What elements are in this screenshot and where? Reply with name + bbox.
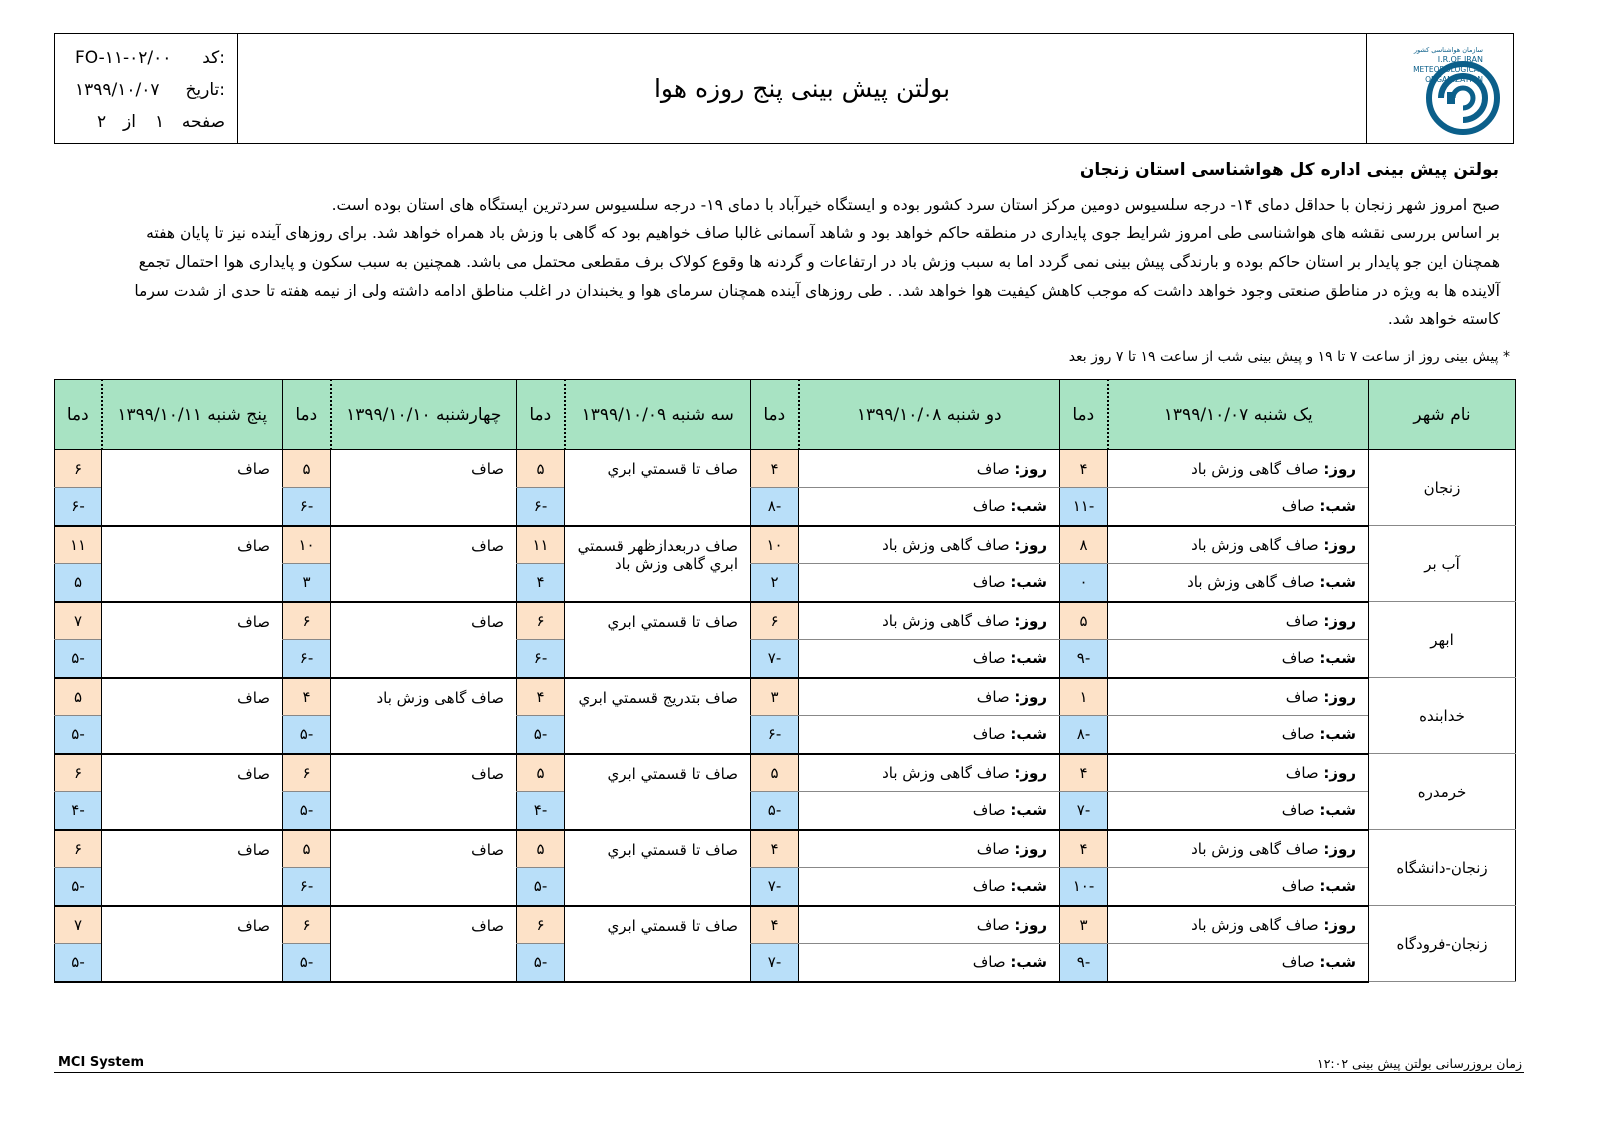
day4-forecast: صاف	[331, 906, 517, 982]
day2-day-text: صاف گاهی وزش باد	[882, 763, 1010, 782]
day4-high-temp: ۶	[283, 906, 331, 944]
day2-day-text: صاف گاهی وزش باد	[882, 611, 1010, 630]
day1-night-forecast	[1108, 868, 1369, 906]
day1-day-forecast	[1108, 830, 1369, 868]
temp-header-1: دما	[1060, 380, 1108, 450]
day1-low-temp: -۹	[1060, 640, 1108, 678]
temp-header-5: دما	[55, 380, 102, 450]
day1-day-forecast	[1108, 678, 1369, 716]
day-label: روز:	[1014, 687, 1047, 706]
day3-high-temp: ۴	[517, 678, 565, 716]
day2-low-temp: -۵	[751, 792, 799, 830]
day4-forecast: صاف	[331, 526, 517, 602]
page-label: صفحه	[181, 112, 225, 132]
day2-day-text: صاف	[976, 459, 1010, 478]
day-header-1: یک شنبه ۱۳۹۹/۱۰/۰۷	[1108, 380, 1369, 450]
day5-forecast: صاف	[102, 830, 283, 906]
day5-high-temp: ۶	[55, 754, 102, 792]
day4-high-temp: ۴	[283, 678, 331, 716]
day3-high-temp: ۶	[517, 602, 565, 640]
logo-spiral-icon	[1379, 42, 1503, 136]
day2-night-forecast	[799, 716, 1060, 754]
day1-day-text: صاف گاهی وزش باد	[1191, 535, 1319, 554]
day-label: روز:	[1323, 839, 1356, 858]
forecast-table	[54, 379, 1516, 983]
city-day-row	[55, 450, 1516, 488]
day1-low-temp: -۷	[1060, 792, 1108, 830]
day-label: روز:	[1014, 763, 1047, 782]
page-number: ۱	[155, 112, 165, 132]
day2-night-text: صاف	[972, 877, 1006, 896]
day2-low-temp: -۷	[751, 944, 799, 982]
page-title: بولتن پیش بینی پنج روزه هوا	[653, 74, 951, 103]
day5-low-temp: -۵	[55, 716, 102, 754]
day5-high-temp: ۱۱	[55, 526, 102, 564]
night-label: شب:	[1010, 497, 1047, 516]
day1-day-forecast	[1108, 754, 1369, 792]
city-day-row	[55, 830, 1516, 868]
bulletin-header	[54, 33, 1514, 144]
day3-forecast: صاف تا قسمتي ابري	[565, 450, 751, 526]
day2-day-forecast	[799, 754, 1060, 792]
day5-forecast: صاف	[102, 906, 283, 982]
day2-low-temp: -۷	[751, 640, 799, 678]
day-header-2: دو شنبه ۱۳۹۹/۱۰/۰۸	[799, 380, 1060, 450]
code-row	[55, 48, 225, 78]
day2-night-text: صاف	[972, 649, 1006, 668]
temp-header-2: دما	[751, 380, 799, 450]
intro-line-5: کاسته خواهد شد.	[1387, 310, 1500, 328]
day1-high-temp: ۳	[1060, 906, 1108, 944]
day5-forecast: صاف	[102, 526, 283, 602]
day2-low-temp: -۶	[751, 716, 799, 754]
day5-high-temp: ۵	[55, 678, 102, 716]
night-label: شب:	[1010, 801, 1047, 820]
day4-forecast: صاف	[331, 754, 517, 830]
day1-high-temp: ۴	[1060, 450, 1108, 488]
day2-day-forecast	[799, 830, 1060, 868]
day5-low-temp: -۶	[55, 488, 102, 526]
day3-low-temp: -۶	[517, 488, 565, 526]
day2-low-temp: -۸	[751, 488, 799, 526]
day1-low-temp: -۹	[1060, 944, 1108, 982]
day1-low-temp: -۸	[1060, 716, 1108, 754]
day4-low-temp: -۵	[283, 944, 331, 982]
page-row	[55, 112, 225, 142]
day2-day-forecast	[799, 906, 1060, 944]
day3-forecast: صاف تا قسمتي ابري	[565, 602, 751, 678]
day3-forecast: صاف تا قسمتي ابري	[565, 754, 751, 830]
night-label: شب:	[1010, 953, 1047, 972]
day4-low-temp: -۶	[283, 640, 331, 678]
city-name: زنجان	[1369, 450, 1516, 526]
day-header-4: چهارشنبه ۱۳۹۹/۱۰/۱۰	[331, 380, 517, 450]
day1-day-text: صاف	[1285, 611, 1319, 630]
night-label: شب:	[1010, 649, 1047, 668]
day1-day-forecast	[1108, 602, 1369, 640]
day5-high-temp: ۶	[55, 450, 102, 488]
day2-high-temp: ۴	[751, 450, 799, 488]
city-name: ابهر	[1369, 602, 1516, 678]
day-label: روز:	[1014, 611, 1047, 630]
day2-day-text: صاف	[976, 687, 1010, 706]
day2-day-text: صاف	[976, 915, 1010, 934]
city-day-row	[55, 754, 1516, 792]
logo-text-3: ORGANIZATION	[1425, 75, 1483, 84]
day5-low-temp: ۵	[55, 564, 102, 602]
city-day-row	[55, 678, 1516, 716]
day2-night-text: صاف	[972, 801, 1006, 820]
page-of: از	[123, 112, 136, 132]
day5-low-temp: -۵	[55, 868, 102, 906]
date-value: ۱۳۹۹/۱۰/۰۷	[75, 80, 160, 100]
temp-header-3: دما	[517, 380, 565, 450]
day3-forecast: صاف بتدريج قسمتي ابري	[565, 678, 751, 754]
day1-night-text: صاف	[1281, 725, 1315, 744]
day1-high-temp: ۴	[1060, 754, 1108, 792]
logo-text-1: I.R.OF IRAN	[1437, 55, 1483, 64]
day3-low-temp: ۴	[517, 564, 565, 602]
day1-night-text: صاف	[1281, 877, 1315, 896]
night-label: شب:	[1319, 953, 1356, 972]
day1-night-text: صاف	[1281, 953, 1315, 972]
day1-low-temp: ۰	[1060, 564, 1108, 602]
day1-low-temp: -۱۰	[1060, 868, 1108, 906]
day2-day-forecast	[799, 526, 1060, 564]
day1-night-forecast	[1108, 488, 1369, 526]
night-label: شب:	[1010, 877, 1047, 896]
table-header-row	[55, 380, 1516, 450]
day4-high-temp: ۶	[283, 602, 331, 640]
day5-forecast: صاف	[102, 678, 283, 754]
day5-high-temp: ۷	[55, 906, 102, 944]
intro-line-3: همچنان این جو پایدار بر استان حاکم بوده و بارندگی پیش بینی نمی گردد اما به سبب وزش باد در ارتفاعات و گردنه ها وقوع کولاک برف مقطعی محتمل می باشد. همچنین به سبب سکون و پایداری هوا احتمال تجمع	[138, 253, 1500, 271]
day3-low-temp: -۴	[517, 792, 565, 830]
day3-forecast: صاف تا قسمتي ابري	[565, 830, 751, 906]
day3-high-temp: ۵	[517, 830, 565, 868]
day2-day-forecast	[799, 678, 1060, 716]
day3-high-temp: ۱۱	[517, 526, 565, 564]
date-label: تاریخ:	[185, 80, 225, 100]
intro-line-1: صبح امروز شهر زنجان با حداقل دمای ۱۴- درجه سلسیوس دومین مرکز استان سرد کشور بوده و ایستگاه خیرآباد با دمای ۱۹- درجه سلسیوس سردترین ایستگاه های استان بوده است.	[331, 196, 1500, 214]
day1-day-text: صاف گاهی وزش باد	[1191, 459, 1319, 478]
day1-night-forecast	[1108, 640, 1369, 678]
day2-night-text: صاف	[972, 497, 1006, 516]
day1-day-text: صاف گاهی وزش باد	[1191, 915, 1319, 934]
day1-day-forecast	[1108, 906, 1369, 944]
day5-low-temp: -۵	[55, 640, 102, 678]
day-label: روز:	[1323, 611, 1356, 630]
logo-text-2: METEOROLOGICAL	[1413, 65, 1483, 74]
day2-night-text: صاف	[972, 953, 1006, 972]
temp-header-4: دما	[283, 380, 331, 450]
day4-forecast: صاف	[331, 830, 517, 906]
day2-night-text: صاف	[972, 573, 1006, 592]
day4-forecast: صاف گاهی وزش باد	[331, 678, 517, 754]
day5-forecast: صاف	[102, 754, 283, 830]
day5-forecast: صاف	[102, 450, 283, 526]
city-name: آب بر	[1369, 526, 1516, 602]
day2-high-temp: ۶	[751, 602, 799, 640]
day2-low-temp: -۷	[751, 868, 799, 906]
day3-low-temp: -۵	[517, 716, 565, 754]
day2-night-forecast	[799, 944, 1060, 982]
city-column-header: نام شهر	[1369, 380, 1516, 450]
day-label: روز:	[1323, 915, 1356, 934]
day4-low-temp: -۶	[283, 488, 331, 526]
forecast-table-body	[55, 450, 1516, 982]
day2-night-text: صاف	[972, 725, 1006, 744]
day2-high-temp: ۵	[751, 754, 799, 792]
date-row	[55, 80, 225, 110]
day1-day-text: صاف گاهی وزش باد	[1191, 839, 1319, 858]
footer-system-name: MCI System	[58, 1055, 144, 1070]
day3-forecast: صاف دربعدازظهر قسمتي ابري گاهی وزش باد	[565, 526, 751, 602]
footer-divider	[54, 1072, 1524, 1073]
day3-low-temp: -۶	[517, 640, 565, 678]
day1-day-text: صاف	[1285, 763, 1319, 782]
day3-high-temp: ۶	[517, 906, 565, 944]
day4-high-temp: ۵	[283, 450, 331, 488]
forecast-hours-note: * پیش بینی روز از ساعت ۷ تا ۱۹ و پیش بینی شب از ساعت ۱۹ تا ۷ روز بعد	[1068, 349, 1510, 365]
day1-high-temp: ۱	[1060, 678, 1108, 716]
day-label: روز:	[1323, 535, 1356, 554]
day1-night-text: صاف گاهی وزش باد	[1187, 573, 1315, 592]
day5-low-temp: -۵	[55, 944, 102, 982]
day2-night-forecast	[799, 868, 1060, 906]
intro-line-2: بر اساس بررسی نقشه های هواشناسی طی امروز شرایط جوی پایداری در منطقه حاکم خواهد بود و شاهد آسمانی غالبا صاف خواهیم بود که گاهی با وزش باد همراه خواهد شد. برای روزهای آینده نیز تا پایان هفته	[146, 224, 1500, 242]
day4-forecast: صاف	[331, 450, 517, 526]
city-name: زنجان-فرودگاه	[1369, 906, 1516, 982]
day3-low-temp: -۵	[517, 944, 565, 982]
day4-low-temp: -۵	[283, 716, 331, 754]
day1-day-forecast	[1108, 526, 1369, 564]
city-name: خرمدره	[1369, 754, 1516, 830]
day1-low-temp: -۱۱	[1060, 488, 1108, 526]
day-header-3: سه شنبه ۱۳۹۹/۱۰/۰۹	[565, 380, 751, 450]
day1-day-forecast	[1108, 450, 1369, 488]
logo-text-fa: سازمان هواشناسی کشور	[1413, 46, 1483, 54]
day1-night-forecast	[1108, 716, 1369, 754]
city-name: خدابنده	[1369, 678, 1516, 754]
day2-day-text: صاف	[976, 839, 1010, 858]
day3-low-temp: -۵	[517, 868, 565, 906]
day2-low-temp: ۲	[751, 564, 799, 602]
day2-high-temp: ۴	[751, 830, 799, 868]
city-day-row	[55, 906, 1516, 944]
day4-forecast: صاف	[331, 602, 517, 678]
day-label: روز:	[1014, 535, 1047, 554]
night-label: شب:	[1319, 573, 1356, 592]
day2-day-forecast	[799, 450, 1060, 488]
city-name: زنجان-دانشگاه	[1369, 830, 1516, 906]
day5-high-temp: ۷	[55, 602, 102, 640]
night-label: شب:	[1319, 497, 1356, 516]
night-label: شب:	[1010, 573, 1047, 592]
day2-night-forecast	[799, 792, 1060, 830]
day1-night-forecast	[1108, 944, 1369, 982]
day3-high-temp: ۵	[517, 754, 565, 792]
night-label: شب:	[1010, 725, 1047, 744]
day-label: روز:	[1014, 915, 1047, 934]
day5-low-temp: -۴	[55, 792, 102, 830]
night-label: شب:	[1319, 801, 1356, 820]
page-total: ۲	[97, 112, 107, 132]
footer-update-time: زمان بروزرسانی بولتن پیش بینی ۱۲:۰۲	[1317, 1056, 1522, 1071]
day2-day-text: صاف گاهی وزش باد	[882, 535, 1010, 554]
day-header-5: پنج شنبه ۱۳۹۹/۱۰/۱۱	[102, 380, 283, 450]
intro-line-4: آلاینده ها به ویژه در مناطق صنعتی وجود خواهد داشت که موجب کاهش کیفیت هوا خواهد شد. . طی روزهای آینده همچنان سرمای هوا و یخبندان در اغلب مناطق ادامه داشته ولی از نیمه هفته تا حدی از شدت سرما	[134, 282, 1500, 300]
night-label: شب:	[1319, 649, 1356, 668]
day3-high-temp: ۵	[517, 450, 565, 488]
day2-night-forecast	[799, 488, 1060, 526]
day2-high-temp: ۳	[751, 678, 799, 716]
day5-high-temp: ۶	[55, 830, 102, 868]
day1-night-text: صاف	[1281, 801, 1315, 820]
code-value: FO-۱۱-۰۲/۰۰	[75, 48, 172, 68]
day1-night-text: صاف	[1281, 649, 1315, 668]
night-label: شب:	[1319, 877, 1356, 896]
day2-night-forecast	[799, 640, 1060, 678]
day4-high-temp: ۵	[283, 830, 331, 868]
day2-night-forecast	[799, 564, 1060, 602]
day1-day-text: صاف	[1285, 687, 1319, 706]
day2-day-forecast	[799, 602, 1060, 640]
bulletin-heading: بولتن پیش بینی اداره کل هواشناسی استان زنجان	[1079, 160, 1499, 180]
day-label: روز:	[1323, 687, 1356, 706]
day-label: روز:	[1323, 763, 1356, 782]
meteorological-organization-logo	[1366, 34, 1513, 143]
day1-night-forecast	[1108, 564, 1369, 602]
day5-forecast: صاف	[102, 602, 283, 678]
day1-high-temp: ۵	[1060, 602, 1108, 640]
city-day-row	[55, 602, 1516, 640]
city-day-row	[55, 526, 1516, 564]
day-label: روز:	[1014, 839, 1047, 858]
day1-night-forecast	[1108, 792, 1369, 830]
day2-high-temp: ۴	[751, 906, 799, 944]
code-label: کد:	[202, 48, 225, 68]
day-label: روز:	[1014, 459, 1047, 478]
day4-low-temp: ۳	[283, 564, 331, 602]
day1-high-temp: ۸	[1060, 526, 1108, 564]
day2-high-temp: ۱۰	[751, 526, 799, 564]
night-label: شب:	[1319, 725, 1356, 744]
day4-high-temp: ۱۰	[283, 526, 331, 564]
day3-forecast: صاف تا قسمتي ابري	[565, 906, 751, 982]
document-meta	[55, 34, 238, 143]
day4-low-temp: -۵	[283, 792, 331, 830]
day4-high-temp: ۶	[283, 754, 331, 792]
day4-low-temp: -۶	[283, 868, 331, 906]
day1-night-text: صاف	[1281, 497, 1315, 516]
day-label: روز:	[1323, 459, 1356, 478]
day1-high-temp: ۴	[1060, 830, 1108, 868]
